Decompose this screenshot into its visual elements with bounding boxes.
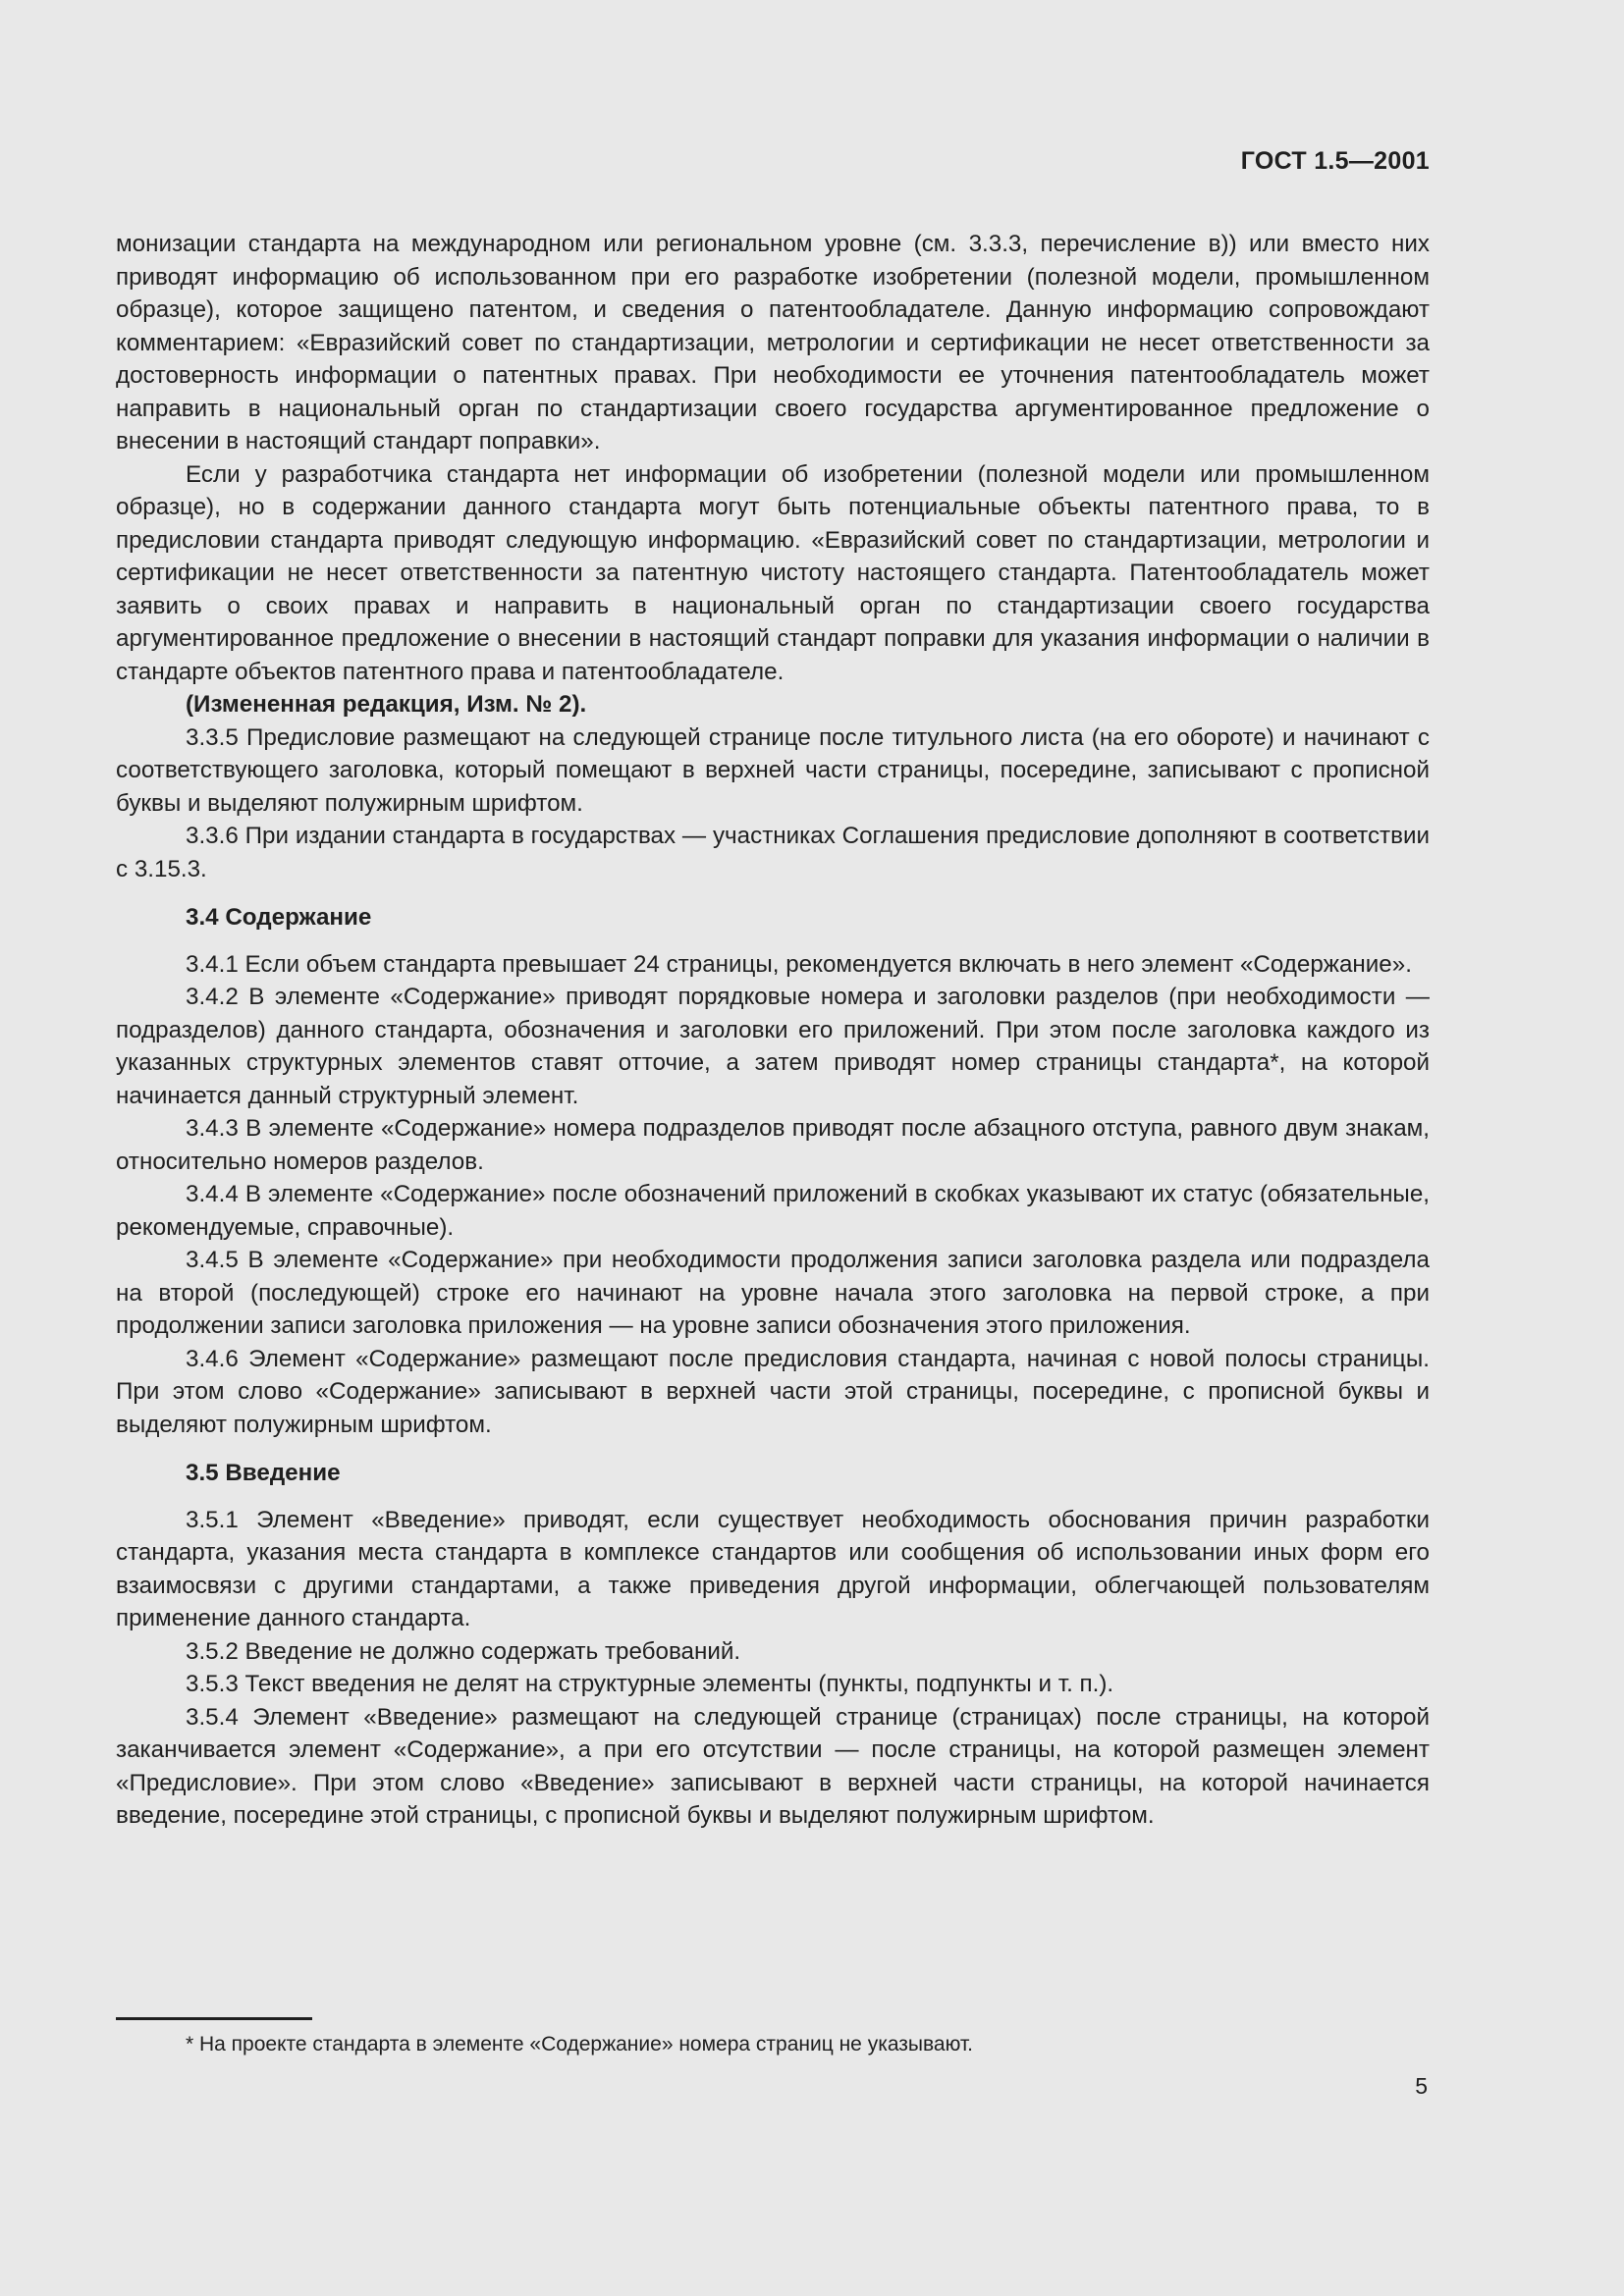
document-id-header: ГОСТ 1.5—2001: [1240, 147, 1430, 175]
section-heading-3-4: 3.4 Содержание: [186, 904, 372, 931]
clause-3-4-6: 3.4.6 Элемент «Содержание» размещают после предисловия стандарта, начиная с новой полосы страницы. При этом слово «Содержание» записывают в верхней части этой страницы, посередине, с прописной буквы и выделяют полужирным шрифтом.: [116, 1345, 1430, 1438]
clause-3-4-4: 3.4.4 В элементе «Содержание» после обозначений приложений в скобках указывают их статус (обязательные, рекомендуемые, справочные).: [116, 1181, 1430, 1241]
clause-3-3-5: 3.3.5 Предисловие размещают на следующей странице после титульного листа (на его обороте) и начинают с соответствующего заголовка, который помещают в верхней части страницы, посередине, записывают с прописной буквы и выделяют полужирным шрифтом.: [116, 723, 1430, 817]
clause-3-4-5: 3.4.5 В элементе «Содержание» при необходимости продолжения записи заголовка раздела или подраздела на второй (последующей) строке его начинают на уровне начала этого заголовка на первой строке, а при продолжении записи заголовка приложения — на уровне записи обозначения этого приложения.: [116, 1247, 1430, 1339]
clause-3-4-1: 3.4.1 Если объем стандарта превышает 24 страницы, рекомендуется включать в него элемент «Содержание».: [186, 950, 1412, 978]
clause-3-5-3: 3.5.3 Текст введения не делят на структурные элементы (пункты, подпункты и т. п.).: [186, 1671, 1114, 1697]
clause-3-4-2: 3.4.2 В элементе «Содержание» приводят порядковые номера и заголовки разделов (при необходимости — подразделов) данного стандарта, обозначения и заголовки его приложений. При этом после заголовка каждого из указанных структурных элементов ставят отточие, а затем приводят номер страницы стандарта*, на которой начинается данный структурный элемент.: [116, 984, 1430, 1109]
section-heading-3-5: 3.5 Введение: [186, 1460, 341, 1486]
paragraph: Если у разработчика стандарта нет информации об изобретении (полезной модели или промышленном образце), но в содержании данного стандарта могут быть потенциальные объекты патентного права, то в предисловии стандарта приводят следующую информацию. «Евразийский совет по стандартизации, метрологии и сертификации не несет ответственности за патентную чистоту настоящего стандарта. Патентообладатель может заявить о своих правах и направить в национальный орган по стандартизации своего государства аргументированное предложение о внесении в настоящий стандарт поправки для указания информации о наличии в стандарте объектов патентного права и патентообладателе.: [116, 460, 1430, 685]
footnote: * На проекте стандарта в элементе «Содержание» номера страниц не указывают.: [186, 2033, 974, 2056]
paragraph: монизации стандарта на международном или региональном уровне (см. 3.3.3, перечисление в)) или вместо них приводят информацию об использованном при его разработке изобретении (полезной модели, промышленном образце), которое защищено патентом, и сведения о патентообладателе. Данную информацию сопровождают комментарием: «Евразийский совет по стандартизации, метрологии и сертификации не несет ответственности за достоверность информации о патентных правах. При необходимости ее уточнения патентообладатель может направить в национальный орган по стандартизации своего государства аргументированное предложение о внесении в настоящий стандарт поправки».: [116, 231, 1430, 454]
amendment-note: (Измененная редакция, Изм. № 2).: [186, 691, 587, 718]
page-number: 5: [1415, 2073, 1428, 2099]
clause-3-4-3: 3.4.3 В элементе «Содержание» номера подразделов приводят после абзацного отступа, равного двум знакам, относительно номеров разделов.: [116, 1115, 1430, 1175]
clause-3-5-4: 3.5.4 Элемент «Введение» размещают на следующей странице (страницах) после страницы, на которой заканчивается элемент «Содержание», а при его отсутствии — после страницы, на которой размещен элемент «Предисловие». При этом слово «Введение» записывают в верхней части страницы, на которой начинается введение, посередине этой страницы, с прописной буквы и выделяют полужирным шрифтом.: [116, 1703, 1430, 1829]
clause-3-3-6: 3.3.6 При издании стандарта в государствах — участниках Соглашения предисловие дополняют в соответствии с 3.15.3.: [116, 823, 1430, 882]
clause-3-5-2: 3.5.2 Введение не должно содержать требований.: [186, 1637, 741, 1665]
body-text: [116, 228, 1430, 1833]
footnote-divider: [116, 2017, 312, 2020]
clause-3-5-1: 3.5.1 Элемент «Введение» приводят, если существует необходимость обоснования причин разработки стандарта, указания места стандарта в комплексе стандартов или сообщения об использовании иных форм его взаимосвязи с другими стандартами, а также приведения другой информации, облегчающей пользователям применение данного стандарта.: [116, 1506, 1430, 1631]
